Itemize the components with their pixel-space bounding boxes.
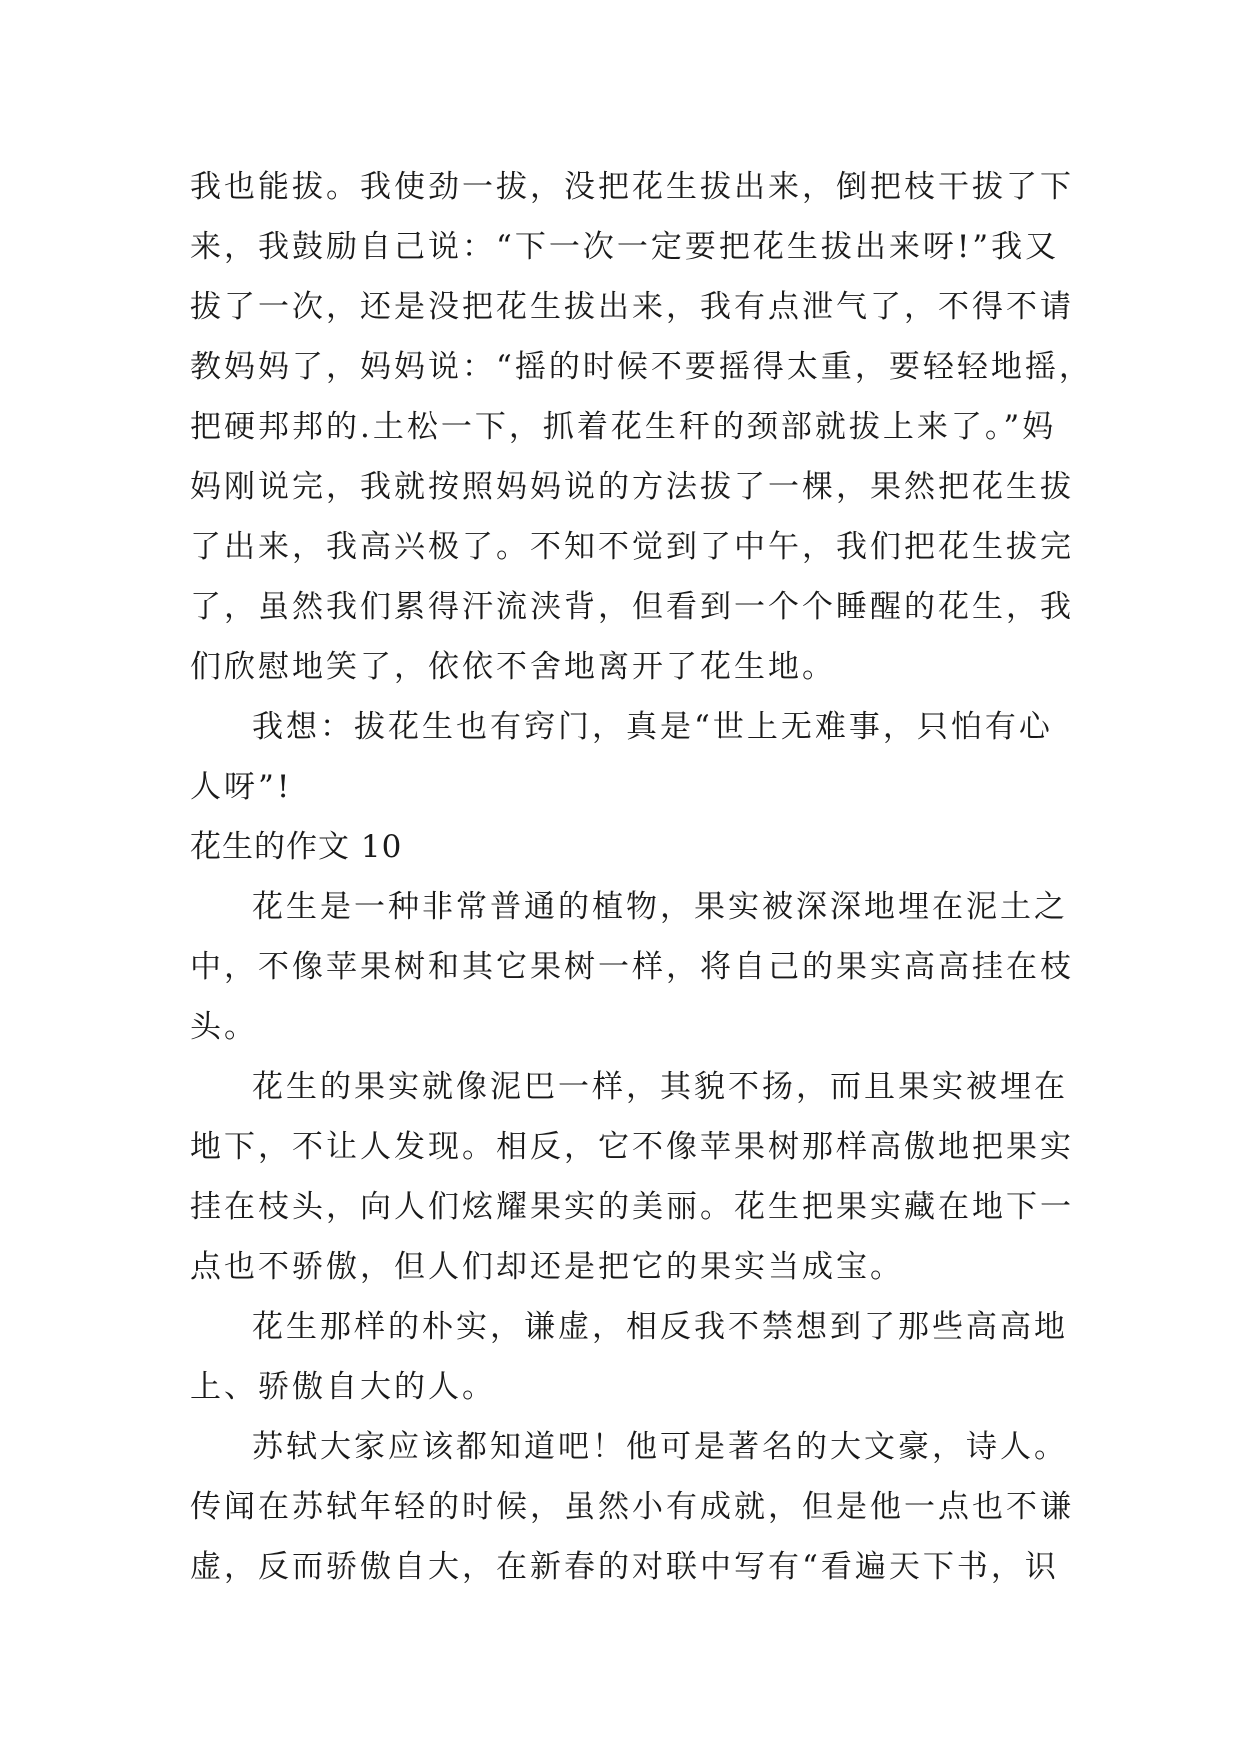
text-line: 头。 xyxy=(190,1009,258,1045)
section-title: 花生的作文 10 xyxy=(190,829,403,865)
text-line: 妈刚说完，我就按照妈妈说的方法拔了一棵，果然把花生拔 xyxy=(190,469,1074,505)
paragraph-first-line: 花生是一种非常普通的植物，果实被深深地埋在泥土之 xyxy=(252,889,1068,925)
paragraph-first-line: 花生那样的朴实，谦虚，相反我不禁想到了那些高高地 xyxy=(252,1309,1068,1345)
text-line: 中，不像苹果树和其它果树一样，将自己的果实高高挂在枝 xyxy=(190,949,1074,985)
text-line: 上、骄傲自大的人。 xyxy=(190,1369,496,1405)
text-line: 来，我鼓励自己说：“下一次一定要把花生拔出来呀!”我又 xyxy=(190,229,1060,265)
paragraph-first-line: 我想：拔花生也有窍门，真是“世上无难事，只怕有心 xyxy=(252,709,1053,745)
text-line: 了出来，我高兴极了。不知不觉到了中午，我们把花生拔完 xyxy=(190,529,1074,565)
text-line: 虚，反而骄傲自大，在新春的对联中写有“看遍天下书，识 xyxy=(190,1549,1059,1585)
text-line: 挂在枝头，向人们炫耀果实的美丽。花生把果实藏在地下一 xyxy=(190,1189,1074,1225)
text-line: 把硬邦邦的.土松一下，抓着花生秆的颈部就拔上来了。”妈 xyxy=(190,409,1057,445)
paragraph-first-line: 花生的果实就像泥巴一样，其貌不扬，而且果实被埋在 xyxy=(252,1069,1068,1105)
text-line: 我也能拔。我使劲一拔，没把花生拔出来，倒把枝干拔了下 xyxy=(190,169,1074,205)
text-line: 了，虽然我们累得汗流浃背，但看到一个个睡醒的花生，我 xyxy=(190,589,1074,625)
text-line: 教妈妈了，妈妈说：“摇的时候不要摇得太重，要轻轻地摇， xyxy=(190,349,1093,385)
paragraph-first-line: 苏轼大家应该都知道吧！他可是著名的大文豪，诗人。 xyxy=(252,1429,1068,1465)
text-line: 地下，不让人发现。相反，它不像苹果树那样高傲地把果实 xyxy=(190,1129,1074,1165)
text-line: 拔了一次，还是没把花生拔出来，我有点泄气了，不得不请 xyxy=(190,289,1074,325)
text-line: 人呀”! xyxy=(190,769,293,805)
text-line: 们欣慰地笑了，依依不舍地离开了花生地。 xyxy=(190,649,836,685)
text-line: 传闻在苏轼年轻的时候，虽然小有成就，但是他一点也不谦 xyxy=(190,1489,1074,1525)
text-line: 点也不骄傲，但人们却还是把它的果实当成宝。 xyxy=(190,1249,904,1285)
